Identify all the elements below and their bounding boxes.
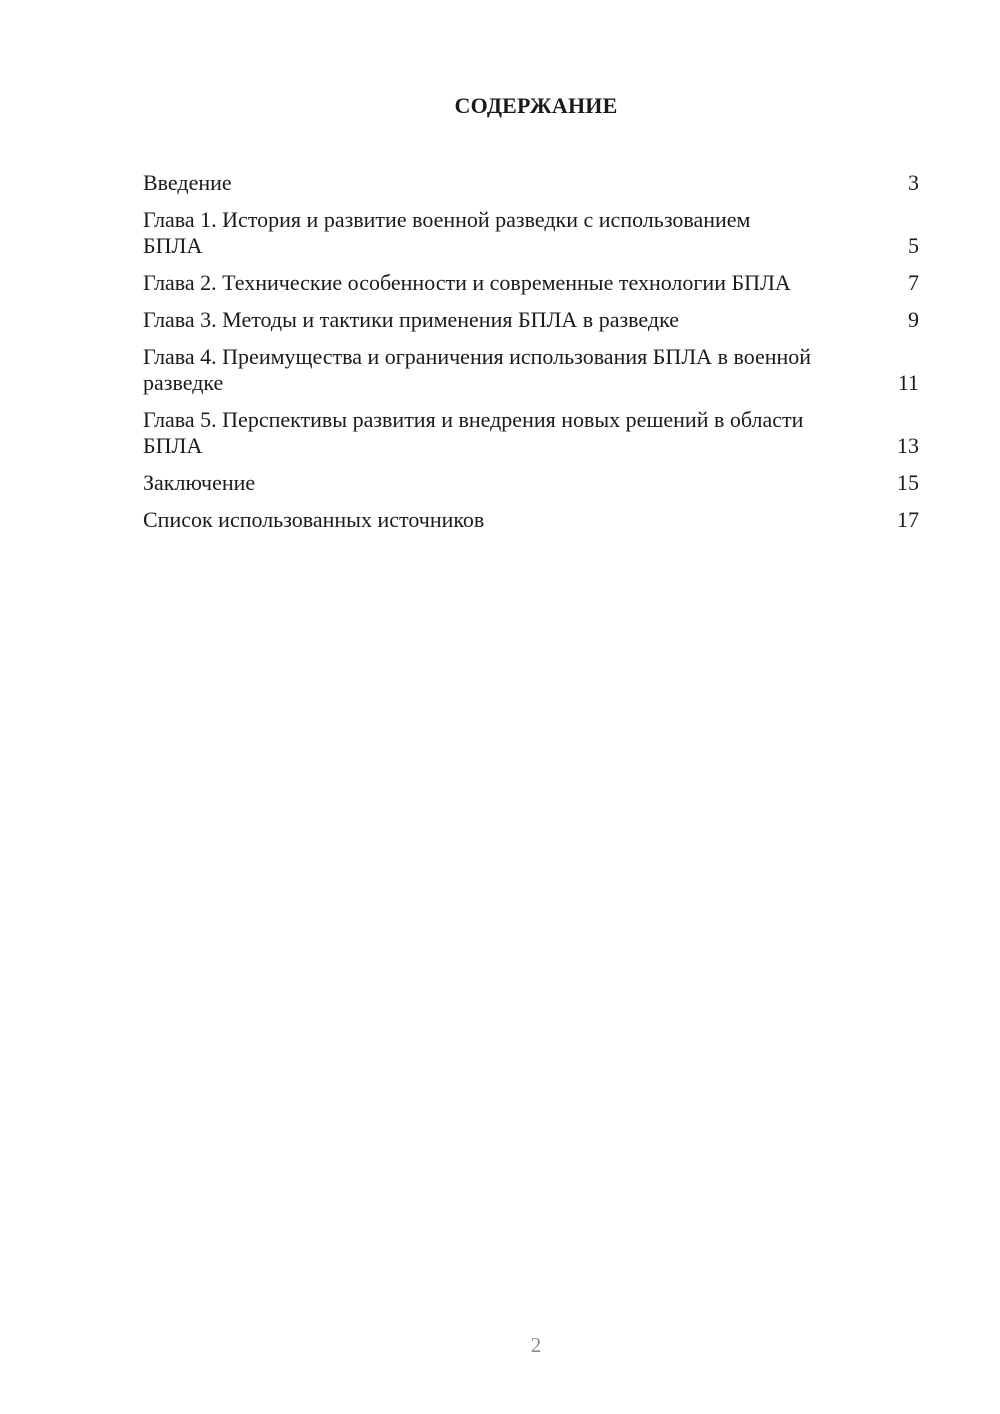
toc-entry-chapter-3 <box>143 307 919 333</box>
toc-entry-conclusion <box>143 470 919 496</box>
toc-entry-chapter-1 <box>143 207 919 259</box>
toc-entry-page-number: 3 <box>908 170 919 195</box>
toc-entry-text: Глава 1. История и развитие военной разведки с использованием БПЛА <box>143 207 751 258</box>
toc-entry-text: Введение <box>143 170 232 195</box>
toc-entry-page-number: 7 <box>908 270 919 295</box>
toc-entry-text: Глава 4. Преимущества и ограничения использования БПЛА в военной разведке <box>143 344 812 395</box>
toc-entry-chapter-4 <box>143 344 919 396</box>
toc-entry-page-number: 5 <box>908 233 919 258</box>
table-of-contents <box>143 170 919 544</box>
toc-entry-page-number: 11 <box>897 370 919 395</box>
page-number: 2 <box>530 1333 542 1357</box>
toc-entry-chapter-2 <box>143 270 919 296</box>
toc-entry-text: Список использованных источников <box>143 507 485 532</box>
toc-entry-text: Глава 2. Технические особенности и современные технологии БПЛА <box>143 270 791 295</box>
toc-entry-chapter-5 <box>143 407 919 459</box>
toc-entry-page-number: 17 <box>897 507 919 532</box>
toc-title: СОДЕРЖАНИЕ <box>454 93 618 118</box>
toc-entry-text: Заключение <box>143 470 256 495</box>
toc-entry-references <box>143 507 919 533</box>
toc-entry-page-number: 15 <box>897 470 919 495</box>
toc-entry-text: Глава 3. Методы и тактики применения БПЛА в разведке <box>143 307 679 332</box>
toc-entry-page-number: 9 <box>908 307 919 332</box>
toc-entry-text: Глава 5. Перспективы развития и внедрения новых решений в области БПЛА <box>143 407 804 458</box>
toc-entry-introduction <box>143 170 919 196</box>
toc-entry-page-number: 13 <box>897 433 919 458</box>
